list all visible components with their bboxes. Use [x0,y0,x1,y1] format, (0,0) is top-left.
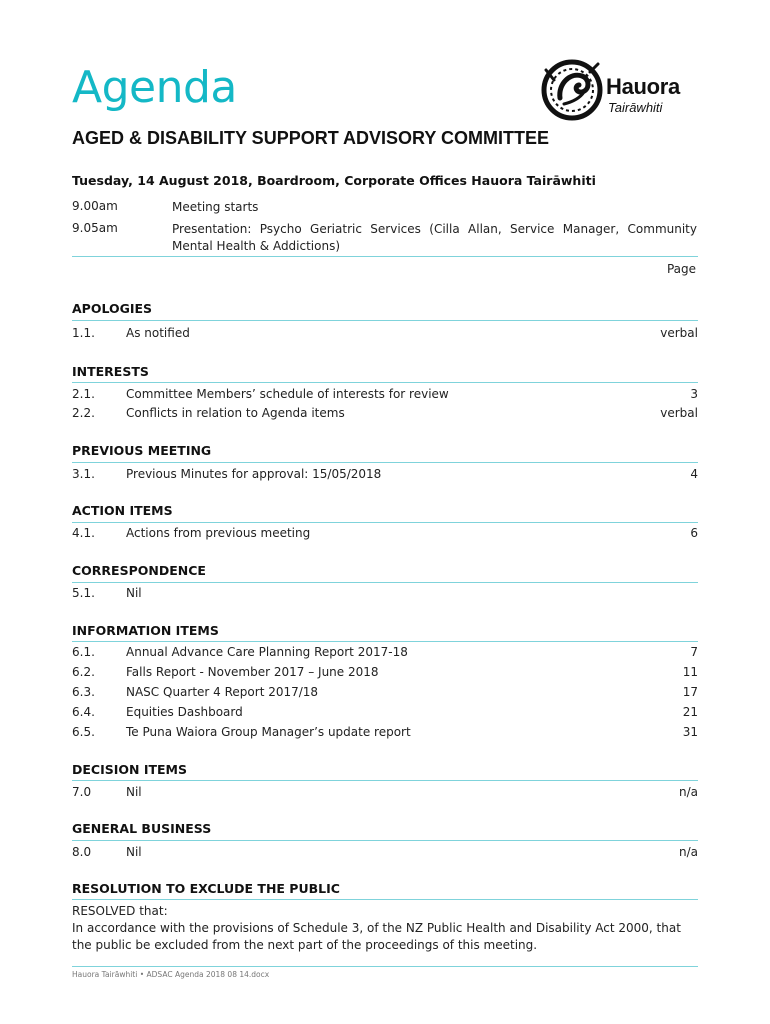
item-page: n/a [678,845,698,859]
divider [72,522,698,523]
divider [72,641,698,642]
section-heading: PREVIOUS MEETING [72,443,212,458]
item-number: 4.1. [72,526,95,540]
resolution-body: In accordance with the provisions of Schedule 3, of the NZ Public Health and Disability Act 2000, that the public be excluded from the next part of the proceedings of this meeting. [72,921,681,952]
section-heading: APOLOGIES [72,301,153,316]
item-page: 11 [682,665,698,679]
page-column-label: Page [666,262,696,276]
item-label: Committee Members’ schedule of interests for review [126,387,449,401]
item-page: 7 [690,645,698,659]
item-page: 6 [690,526,698,540]
item-page: 21 [682,705,698,719]
schedule-desc: Meeting starts [172,200,259,214]
meeting-info: Tuesday, 14 August 2018, Boardroom, Corporate Offices Hauora Tairāwhiti [72,173,596,188]
koru-emblem-icon [540,58,604,122]
section-heading: INTERESTS [72,364,149,379]
item-label: Te Puna Waiora Group Manager’s update report [126,725,411,739]
page-title: Agenda [72,62,237,113]
item-number: 7.0 [72,785,92,799]
agenda-item [72,586,698,604]
agenda-item [72,526,698,544]
item-label: Falls Report - November 2017 – June 2018 [126,665,379,679]
agenda-item [72,326,698,344]
divider [72,780,698,781]
item-page: n/a [678,785,698,799]
section-heading: ACTION ITEMS [72,503,173,518]
item-number: 5.1. [72,586,95,600]
item-number: 2.1. [72,387,95,401]
item-label: Actions from previous meeting [126,526,311,540]
item-label: Annual Advance Care Planning Report 2017-18 [126,645,408,659]
section-heading: CORRESPONDENCE [72,563,206,578]
logo-sub-text: Tairāwhiti [608,100,663,115]
divider [72,320,698,321]
item-number: 6.4. [72,705,95,719]
committee-title: AGED & DISABILITY SUPPORT ADVISORY COMMITTEE [72,128,550,148]
footer-text: Hauora Tairāwhiti • ADSAC Agenda 2018 08 14.docx [72,970,270,979]
agenda-item [72,645,698,663]
section-heading: GENERAL BUSINESS [72,821,212,836]
item-number: 1.1. [72,326,95,340]
item-page: 31 [682,725,698,739]
item-number: 8.0 [72,845,92,859]
agenda-item [72,406,698,424]
resolution-text [72,903,698,954]
item-page: 3 [690,387,698,401]
schedule-time: 9.05am [72,221,118,235]
divider [72,899,698,900]
section-heading: DECISION ITEMS [72,762,187,777]
item-number: 6.2. [72,665,95,679]
logo-brand-text: Hauora [606,74,680,99]
agenda-item [72,387,698,405]
item-number: 6.5. [72,725,95,739]
item-number: 3.1. [72,467,95,481]
item-label: Nil [126,845,142,859]
agenda-item [72,845,698,863]
divider [72,462,698,463]
item-page: verbal [660,326,698,340]
item-page: verbal [660,406,698,420]
divider [72,840,698,841]
divider [72,256,698,257]
divider [72,382,698,383]
resolution-line: RESOLVED that: [72,904,168,918]
item-page: 17 [682,685,698,699]
agenda-item [72,705,698,723]
item-number: 6.1. [72,645,95,659]
divider [72,582,698,583]
item-number: 2.2. [72,406,95,420]
item-label: As notified [126,326,190,340]
schedule-desc: Presentation: Psycho Geriatric Services (Cilla Allan, Service Manager, Community Mental Health & Addictions) [172,222,697,253]
item-label: Conflicts in relation to Agenda items [126,406,345,420]
item-label: NASC Quarter 4 Report 2017/18 [126,685,319,699]
agenda-item [72,467,698,485]
hauora-logo [540,58,700,122]
item-label: Previous Minutes for approval: 15/05/2018 [126,467,382,481]
item-number: 6.3. [72,685,95,699]
item-label: Equities Dashboard [126,705,243,719]
agenda-item [72,665,698,683]
item-label: Nil [126,586,142,600]
schedule-time: 9.00am [72,199,118,213]
agenda-item [72,725,698,743]
agenda-item [72,685,698,703]
footer-divider [72,966,698,967]
item-label: Nil [126,785,142,799]
item-page: 4 [690,467,698,481]
section-heading: INFORMATION ITEMS [72,623,219,638]
resolution-heading: RESOLUTION TO EXCLUDE THE PUBLIC [72,881,340,896]
agenda-item [72,785,698,803]
